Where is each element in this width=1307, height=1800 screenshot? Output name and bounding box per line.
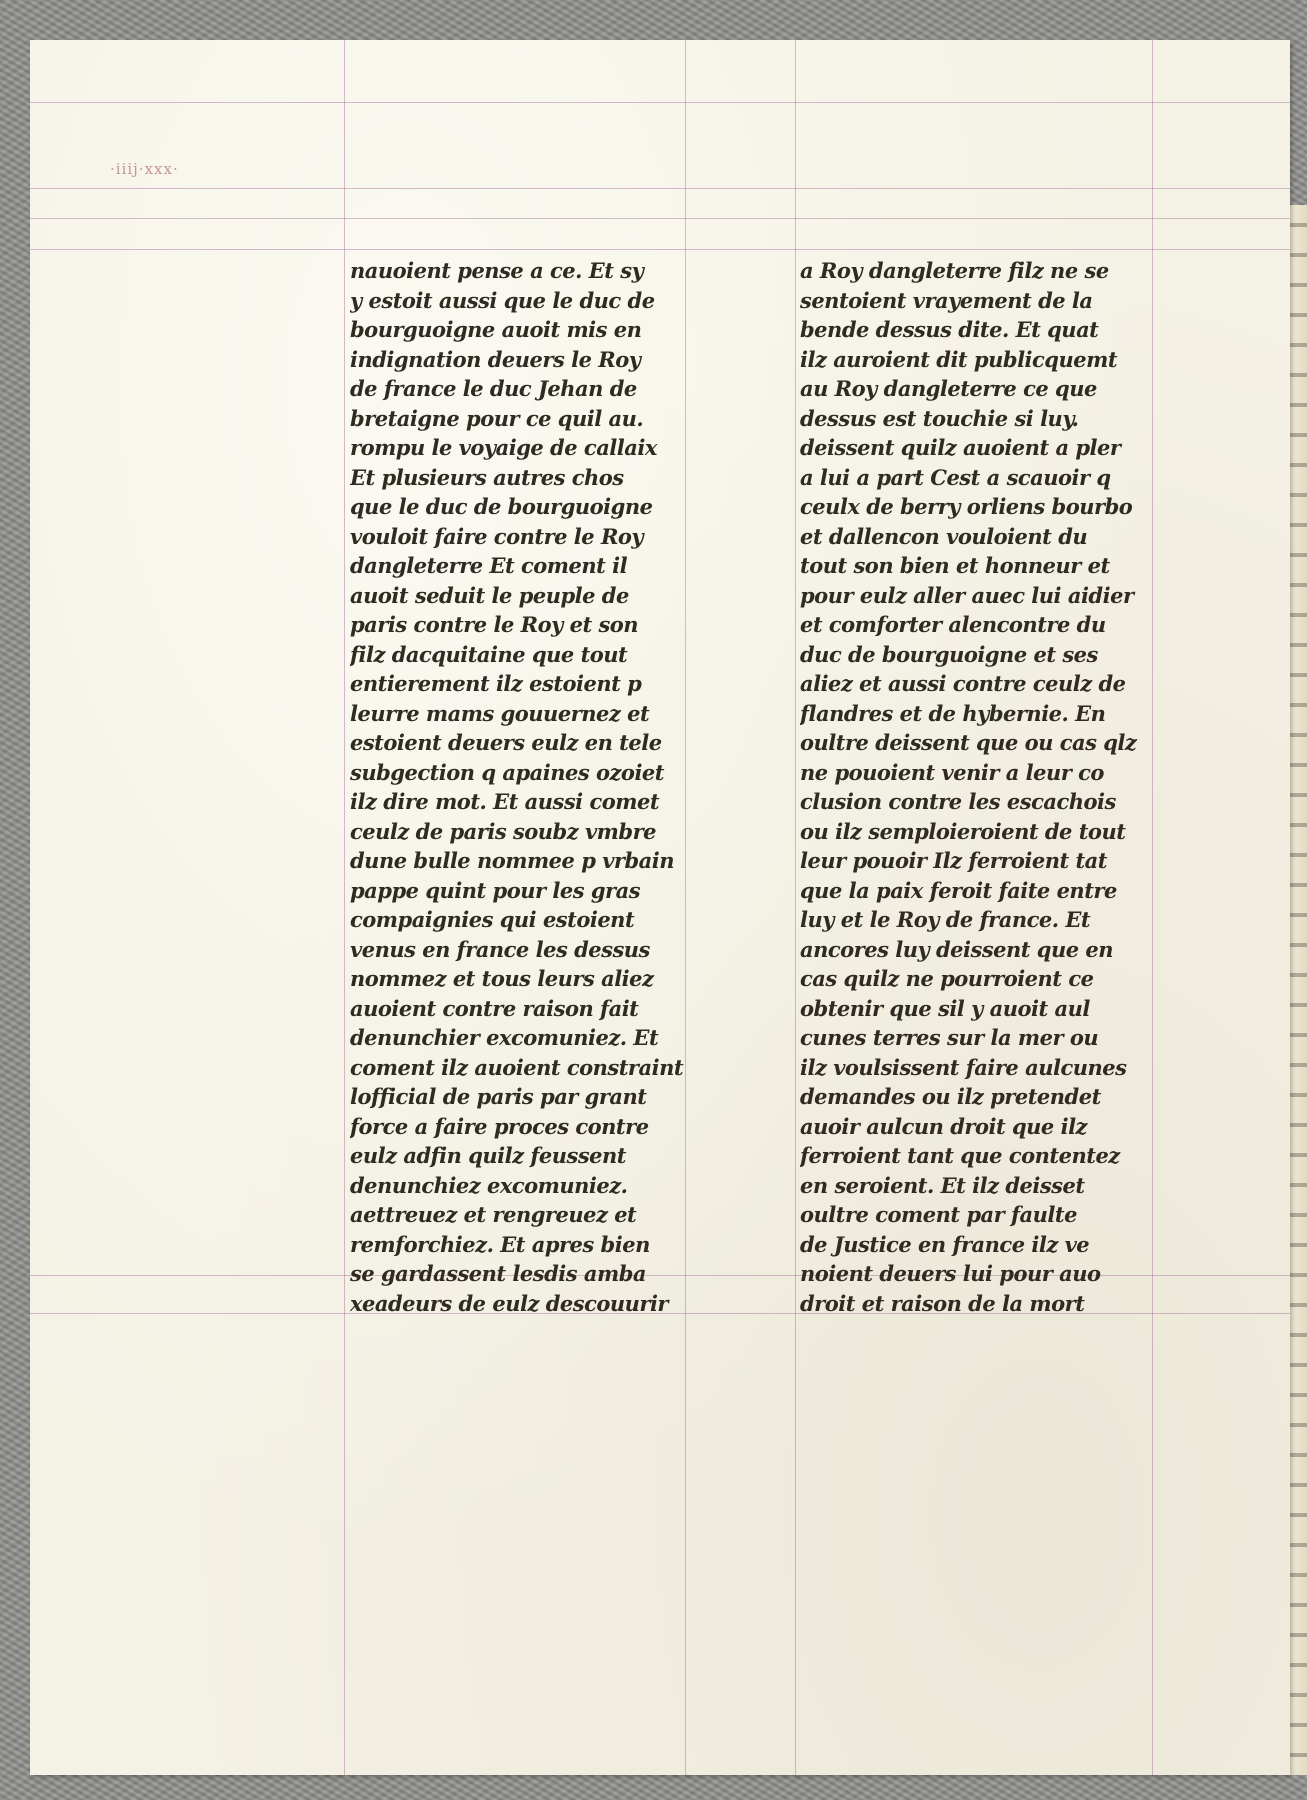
text-line: auoir aulcun droit que ilz <box>800 1113 1087 1139</box>
text-line: nauoient pense a ce. Et sy <box>350 258 644 283</box>
text-line: filz dacquitaine que tout <box>350 641 628 667</box>
text-line: coment ilz auoient constraint <box>350 1054 684 1080</box>
text-line: se gardassent lesdis amba <box>350 1261 646 1286</box>
text-line: xeadeurs de eulz descouurir <box>350 1290 668 1316</box>
text-line: subgection q apaines ozoiet <box>350 759 664 785</box>
text-line: ceulx de berry orliens bourbo <box>800 494 1133 519</box>
text-line: ne pouoient venir a leur co <box>800 759 1104 785</box>
text-column-left <box>350 256 730 1318</box>
text-line: venus en france les dessus <box>350 936 650 962</box>
text-line: clusion contre les escachois <box>800 789 1116 814</box>
text-line: de Justice en france ilz ve <box>800 1231 1090 1257</box>
text-line: et comforter alencontre du <box>800 612 1106 637</box>
text-line: sentoient vrayement de la <box>800 287 1093 313</box>
text-line: bretaigne pour ce quil au. <box>350 405 644 431</box>
text-line: ilz voulsissent faire aulcunes <box>800 1054 1127 1080</box>
text-line: estoient deuers eulz en tele <box>350 730 662 755</box>
text-line: ou ilz semploieroient de tout <box>800 818 1126 844</box>
text-line: aliez et aussi contre ceulz de <box>800 671 1126 696</box>
text-line: dessus est touchie si luy. <box>800 405 1079 431</box>
text-line: oultre deissent que ou cas qlz <box>800 730 1137 755</box>
text-line: noient deuers lui pour auo <box>800 1261 1101 1286</box>
text-line: y estoit aussi que le duc de <box>350 287 655 313</box>
text-line: droit et raison de la mort <box>800 1290 1085 1316</box>
text-line: cunes terres sur la mer ou <box>800 1025 1099 1050</box>
text-line: bourguoigne auoit mis en <box>350 317 642 342</box>
text-line: denunchiez excomuniez. <box>350 1172 628 1198</box>
text-line: auoient contre raison fait <box>350 995 639 1021</box>
text-line: tout son bien et honneur et <box>800 553 1110 578</box>
text-line: de france le duc Jehan de <box>350 376 637 401</box>
text-line: ilz dire mot. Et aussi comet <box>350 789 660 814</box>
text-line: nommez et tous leurs aliez <box>350 966 654 991</box>
text-line: que la paix feroit faite entre <box>800 877 1117 903</box>
text-line: luy et le Roy de france. Et <box>800 907 1091 932</box>
ruling-line-horizontal <box>30 188 1290 189</box>
text-line: oultre coment par faulte <box>800 1202 1077 1227</box>
text-line: que le duc de bourguoigne <box>350 494 653 519</box>
text-line: vouloit faire contre le Roy <box>350 523 644 549</box>
text-line: dangleterre Et coment il <box>350 553 628 578</box>
text-line: obtenir que sil y auoit aul <box>800 995 1090 1021</box>
text-line: ferroient tant que contentez <box>800 1143 1120 1168</box>
text-line: eulz adfin quilz feussent <box>350 1143 627 1168</box>
text-line: Et plusieurs autres chos <box>350 464 624 490</box>
text-line: duc de bourguoigne et ses <box>800 641 1098 667</box>
text-line: pappe quint pour les gras <box>350 877 641 903</box>
text-line: leurre mams gouuernez et <box>350 700 650 726</box>
text-line: en seroient. Et ilz deisset <box>800 1172 1085 1198</box>
text-line: ilz auroient dit publicquemt <box>800 346 1118 372</box>
text-line: remforchiez. Et apres bien <box>350 1231 650 1257</box>
text-line: deissent quilz auoient a pler <box>800 435 1121 460</box>
ruling-line-horizontal <box>30 249 1290 250</box>
text-line: a Roy dangleterre filz ne se <box>800 258 1109 283</box>
text-line: compaignies qui estoient <box>350 907 635 932</box>
foliation-number: ·iiij·xxx· <box>110 160 179 178</box>
text-line: cas quilz ne pourroient ce <box>800 966 1094 991</box>
text-line: aettreuez et rengreuez et <box>350 1202 637 1227</box>
text-line: au Roy dangleterre ce que <box>800 376 1097 401</box>
text-line: flandres et de hybernie. En <box>800 700 1106 726</box>
text-line: bende dessus dite. Et quat <box>800 317 1099 342</box>
text-line: a lui a part Cest a scauoir q <box>800 464 1111 490</box>
ruling-line-vertical <box>795 40 796 1775</box>
ruling-line-horizontal <box>30 218 1290 219</box>
ruling-line-vertical <box>344 40 345 1775</box>
text-line: denunchier excomuniez. Et <box>350 1025 659 1050</box>
text-line: auoit seduit le peuple de <box>350 582 629 608</box>
text-line: ancores luy deissent que en <box>800 936 1114 962</box>
text-line: dune bulle nommee p vrbain <box>350 848 675 873</box>
text-column-right <box>800 256 1180 1318</box>
text-line: et dallencon vouloient du <box>800 523 1088 549</box>
text-line: force a faire proces contre <box>350 1113 649 1139</box>
ruling-line-horizontal <box>30 102 1290 103</box>
text-line: demandes ou ilz pretendet <box>800 1084 1101 1109</box>
text-line: lofficial de paris par grant <box>350 1084 647 1109</box>
text-line: ceulz de paris soubz vmbre <box>350 818 656 844</box>
text-line: entierement ilz estoient p <box>350 671 642 696</box>
text-line: indignation deuers le Roy <box>350 346 641 372</box>
text-line: pour eulz aller auec lui aidier <box>800 582 1134 608</box>
text-line: rompu le voyaige de callaix <box>350 435 657 460</box>
text-line: leur pouoir Ilz ferroient tat <box>800 848 1107 873</box>
text-line: paris contre le Roy et son <box>350 612 639 637</box>
